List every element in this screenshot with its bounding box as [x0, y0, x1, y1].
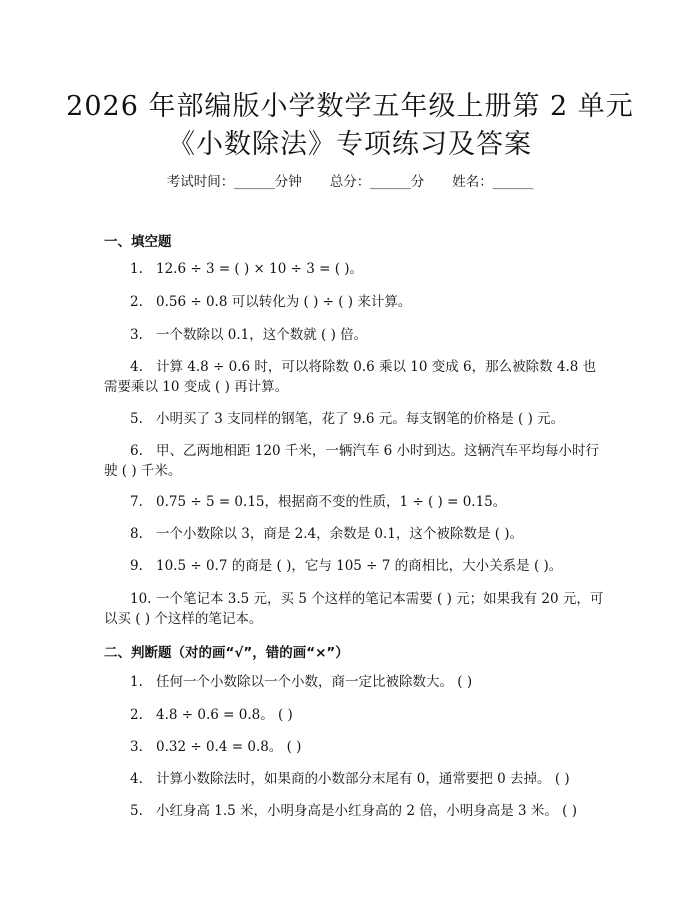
question-item [104, 801, 604, 821]
question-text: 0.56 ÷ 0.8 可以转化为 ( ) ÷ ( ) 来计算。 [156, 294, 412, 310]
question-text: 一个数除以 0.1，这个数就 ( ) 倍。 [156, 327, 368, 343]
question-text: 计算 4.8 ÷ 0.6 时，可以将除数 0.6 乘以 10 变成 6，那么被除数 4.8 也需要乘以 10 变成 ( ) 再计算。 [104, 359, 597, 395]
question-text: 12.6 ÷ 3 = ( ) × 10 ÷ 3 = ( )。 [156, 261, 364, 277]
question-number: 2. [130, 294, 143, 310]
question-number: 6. [130, 443, 143, 459]
question-text: 0.32 ÷ 0.4 = 0.8。 ( ) [156, 739, 302, 755]
question-number: 10. [130, 591, 152, 607]
question-number: 9. [130, 558, 143, 574]
exam-info [0, 170, 700, 190]
student-name: 姓名：______ [452, 174, 534, 190]
question-number: 3. [130, 327, 143, 343]
page-title-line1: 2026 年部编版小学数学五年级上册第 2 单元 [66, 91, 634, 122]
question-text: 4.8 ÷ 0.6 = 0.8。 ( ) [156, 707, 293, 723]
question-number: 1. [130, 674, 143, 690]
question-number: 8. [130, 526, 143, 542]
section-heading-fill-blank: 一、填空题 [104, 234, 172, 250]
question-item [104, 259, 604, 279]
question-item [104, 325, 604, 345]
question-number: 7. [130, 494, 143, 510]
page-title-line2: 《小数除法》专项练习及答案 [168, 129, 532, 160]
question-item [104, 292, 604, 312]
exam-time: 考试时间：______分钟 [166, 174, 302, 190]
question-text: 一个小数除以 3，商是 2.4，余数是 0.1，这个被除数是 ( )。 [156, 526, 524, 542]
question-item [104, 589, 604, 629]
question-number: 4. [130, 771, 143, 787]
question-item [104, 737, 604, 757]
question-item [104, 357, 604, 397]
question-text: 一个笔记本 3.5 元，买 5 个这样的笔记本需要 ( ) 元；如果我有 20 元，可以买 ( ) 个这样的笔记本。 [104, 591, 604, 627]
question-text: 0.75 ÷ 5 = 0.15，根据商不变的性质，1 ÷ ( ) = 0.15。 [156, 494, 507, 510]
question-text: 计算小数除法时，如果商的小数部分末尾有 0，通常要把 0 去掉。 ( ) [156, 771, 570, 787]
question-text: 小明买了 3 支同样的钢笔，花了 9.6 元。每支钢笔的价格是 ( ) 元。 [156, 411, 565, 427]
question-item [104, 524, 604, 544]
section-heading-true-false: 二、判断题（对的画“√”，错的画“×”） [104, 645, 349, 661]
question-number: 5. [130, 803, 143, 819]
question-text: 任何一个小数除以一个小数，商一定比被除数大。 ( ) [156, 674, 473, 690]
question-number: 1. [130, 261, 143, 277]
question-item [104, 705, 604, 725]
question-number: 3. [130, 739, 143, 755]
question-item [104, 409, 604, 429]
question-number: 4. [130, 359, 143, 375]
exam-score: 总分：______分 [329, 174, 425, 190]
question-number: 5. [130, 411, 143, 427]
question-item [104, 441, 604, 481]
question-item [104, 556, 604, 576]
question-text: 10.5 ÷ 0.7 的商是 ( )，它与 105 ÷ 7 的商相比，大小关系是 ( )。 [156, 558, 563, 574]
question-number: 2. [130, 707, 143, 723]
question-item [104, 769, 604, 789]
question-text: 小红身高 1.5 米，小明身高是小红身高的 2 倍，小明身高是 3 米。 ( ) [156, 803, 578, 819]
question-item [104, 672, 604, 692]
question-text: 甲、乙两地相距 120 千米，一辆汽车 6 小时到达。这辆汽车平均每小时行驶 ( ) 千米。 [104, 443, 600, 479]
question-item [104, 492, 604, 512]
